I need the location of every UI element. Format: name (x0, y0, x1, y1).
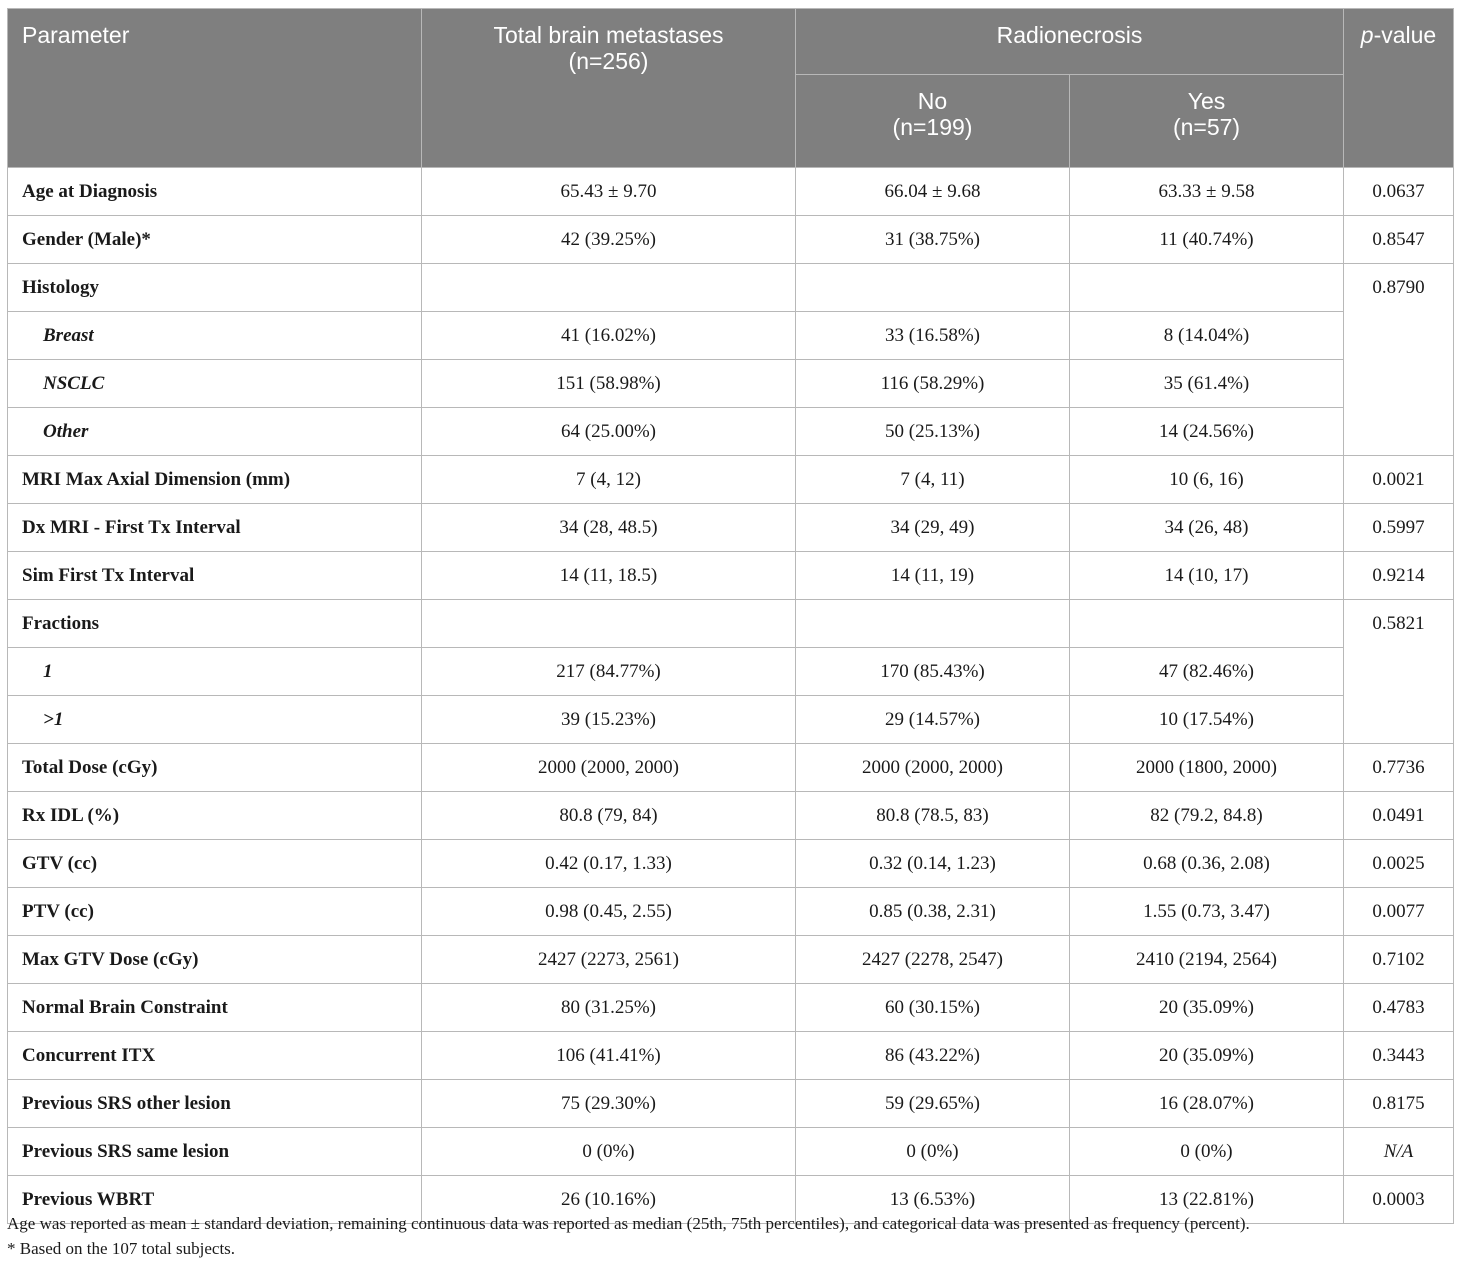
cell-yes (1070, 600, 1344, 648)
cell-yes: 0.68 (0.36, 2.08) (1070, 840, 1344, 888)
cell-yes: 20 (35.09%) (1070, 1032, 1344, 1080)
table-row (8, 600, 1454, 648)
cell-no: 66.04 ± 9.68 (796, 168, 1070, 216)
cell-total: 217 (84.77%) (422, 648, 796, 696)
row-label: Rx IDL (%) (8, 792, 422, 840)
cell-total (422, 600, 796, 648)
table-row (8, 1032, 1454, 1080)
table-row (8, 648, 1454, 696)
cell-no: 0 (0%) (796, 1128, 1070, 1176)
table-row (8, 744, 1454, 792)
cell-total: 42 (39.25%) (422, 216, 796, 264)
row-label: Breast (8, 312, 422, 360)
cell-yes: 1.55 (0.73, 3.47) (1070, 888, 1344, 936)
table-footnotes (7, 1211, 1453, 1261)
cell-p-value: 0.5997 (1344, 504, 1454, 552)
cell-yes: 2410 (2194, 2564) (1070, 936, 1344, 984)
cell-yes: 13 (22.81%) (1070, 1176, 1344, 1224)
cell-yes: 10 (6, 16) (1070, 456, 1344, 504)
cell-total: 65.43 ± 9.70 (422, 168, 796, 216)
cell-yes: 47 (82.46%) (1070, 648, 1344, 696)
cell-no: 60 (30.15%) (796, 984, 1070, 1032)
cell-yes: 35 (61.4%) (1070, 360, 1344, 408)
cell-p-value: 0.0003 (1344, 1176, 1454, 1224)
cell-p-value: 0.4783 (1344, 984, 1454, 1032)
table-row (8, 264, 1454, 312)
cell-p-value: 0.7102 (1344, 936, 1454, 984)
cell-p-value: 0.0637 (1344, 168, 1454, 216)
cell-no: 7 (4, 11) (796, 456, 1070, 504)
header-no-count: (n=199) (892, 114, 973, 140)
cell-total (422, 264, 796, 312)
cell-total: 14 (11, 18.5) (422, 552, 796, 600)
row-label: Other (8, 408, 422, 456)
cell-no: 14 (11, 19) (796, 552, 1070, 600)
cell-no: 50 (25.13%) (796, 408, 1070, 456)
cell-no: 2000 (2000, 2000) (796, 744, 1070, 792)
cell-total: 80 (31.25%) (422, 984, 796, 1032)
footnote-asterisk: * Based on the 107 total subjects. (7, 1239, 236, 1258)
row-label: Age at Diagnosis (8, 168, 422, 216)
table-row (8, 840, 1454, 888)
cell-no (796, 600, 1070, 648)
cell-yes: 2000 (1800, 2000) (1070, 744, 1344, 792)
row-label: MRI Max Axial Dimension (mm) (8, 456, 422, 504)
header-no (796, 75, 1070, 168)
header-radionecrosis: Radionecrosis (796, 9, 1344, 75)
cell-total: 39 (15.23%) (422, 696, 796, 744)
cell-yes: 16 (28.07%) (1070, 1080, 1344, 1128)
row-label: Concurrent ITX (8, 1032, 422, 1080)
cell-p-value: 0.0077 (1344, 888, 1454, 936)
row-label: Max GTV Dose (cGy) (8, 936, 422, 984)
row-label: Fractions (8, 600, 422, 648)
cell-total: 26 (10.16%) (422, 1176, 796, 1224)
table-row (8, 216, 1454, 264)
cell-yes: 34 (26, 48) (1070, 504, 1344, 552)
cell-total: 106 (41.41%) (422, 1032, 796, 1080)
header-p-italic: p (1360, 22, 1374, 48)
header-total (422, 9, 796, 168)
cell-no: 0.32 (0.14, 1.23) (796, 840, 1070, 888)
table-row (8, 504, 1454, 552)
cell-no: 2427 (2278, 2547) (796, 936, 1070, 984)
cell-no: 0.85 (0.38, 2.31) (796, 888, 1070, 936)
cell-no: 29 (14.57%) (796, 696, 1070, 744)
row-label: PTV (cc) (8, 888, 422, 936)
cell-p-value: 0.0491 (1344, 792, 1454, 840)
row-label: Gender (Male)* (8, 216, 422, 264)
cell-p-value: 0.9214 (1344, 552, 1454, 600)
table-row (8, 696, 1454, 744)
header-p-rest: -value (1373, 22, 1437, 48)
row-label: 1 (8, 648, 422, 696)
cell-p-value: 0.8790 (1344, 264, 1454, 456)
table-body (8, 168, 1454, 1224)
cell-p-value: N/A (1344, 1128, 1454, 1176)
cell-no (796, 264, 1070, 312)
table-row (8, 888, 1454, 936)
cell-p-value: 0.7736 (1344, 744, 1454, 792)
table-row (8, 360, 1454, 408)
header-p-value (1344, 9, 1454, 168)
header-parameter: Parameter (8, 9, 422, 168)
row-label: NSCLC (8, 360, 422, 408)
table-row (8, 1128, 1454, 1176)
cell-no: 170 (85.43%) (796, 648, 1070, 696)
cell-total: 7 (4, 12) (422, 456, 796, 504)
cell-yes: 10 (17.54%) (1070, 696, 1344, 744)
cell-no: 34 (29, 49) (796, 504, 1070, 552)
cell-p-value: 0.8175 (1344, 1080, 1454, 1128)
table-row (8, 408, 1454, 456)
table-row (8, 312, 1454, 360)
cell-no: 116 (58.29%) (796, 360, 1070, 408)
cell-yes: 63.33 ± 9.58 (1070, 168, 1344, 216)
cell-no: 59 (29.65%) (796, 1080, 1070, 1128)
header-yes-count: (n=57) (1172, 114, 1241, 140)
row-label: >1 (8, 696, 422, 744)
row-label: Previous SRS other lesion (8, 1080, 422, 1128)
cell-total: 0.98 (0.45, 2.55) (422, 888, 796, 936)
cell-p-value: 0.3443 (1344, 1032, 1454, 1080)
row-label: Histology (8, 264, 422, 312)
cell-total: 151 (58.98%) (422, 360, 796, 408)
row-label: Previous WBRT (8, 1176, 422, 1224)
table-header (8, 9, 1454, 168)
cell-total: 41 (16.02%) (422, 312, 796, 360)
cell-total: 2427 (2273, 2561) (422, 936, 796, 984)
table-row (8, 1080, 1454, 1128)
row-label: GTV (cc) (8, 840, 422, 888)
cell-yes (1070, 264, 1344, 312)
header-yes (1070, 75, 1344, 168)
cell-yes: 20 (35.09%) (1070, 984, 1344, 1032)
header-total-title: Total brain metastases (493, 22, 724, 48)
cell-total: 64 (25.00%) (422, 408, 796, 456)
cell-p-value: 0.5821 (1344, 600, 1454, 744)
header-total-count: (n=256) (568, 48, 649, 74)
header-yes-title: Yes (1187, 88, 1226, 114)
row-label: Total Dose (cGy) (8, 744, 422, 792)
cell-total: 34 (28, 48.5) (422, 504, 796, 552)
cell-total: 75 (29.30%) (422, 1080, 796, 1128)
cell-no: 33 (16.58%) (796, 312, 1070, 360)
row-label: Normal Brain Constraint (8, 984, 422, 1032)
cell-no: 86 (43.22%) (796, 1032, 1070, 1080)
cell-total: 0.42 (0.17, 1.33) (422, 840, 796, 888)
footnote-methods: Age was reported as mean ± standard deviation, remaining continuous data was reported as median (25th, 75th percentiles), and categorical data was presented as frequency (percent). (7, 1214, 1250, 1233)
cell-p-value: 0.0025 (1344, 840, 1454, 888)
row-label: Sim First Tx Interval (8, 552, 422, 600)
table-row (8, 984, 1454, 1032)
cell-total: 80.8 (79, 84) (422, 792, 796, 840)
cell-yes: 14 (10, 17) (1070, 552, 1344, 600)
cell-yes: 11 (40.74%) (1070, 216, 1344, 264)
cell-p-value: 0.8547 (1344, 216, 1454, 264)
cell-no: 80.8 (78.5, 83) (796, 792, 1070, 840)
cell-no: 13 (6.53%) (796, 1176, 1070, 1224)
table-row (8, 552, 1454, 600)
cell-yes: 8 (14.04%) (1070, 312, 1344, 360)
row-label: Previous SRS same lesion (8, 1128, 422, 1176)
table-row (8, 936, 1454, 984)
row-label: Dx MRI - First Tx Interval (8, 504, 422, 552)
cell-yes: 82 (79.2, 84.8) (1070, 792, 1344, 840)
table-row (8, 456, 1454, 504)
table-row (8, 792, 1454, 840)
cell-p-value: 0.0021 (1344, 456, 1454, 504)
cell-no: 31 (38.75%) (796, 216, 1070, 264)
header-no-title: No (917, 88, 948, 114)
table-row (8, 168, 1454, 216)
cell-total: 0 (0%) (422, 1128, 796, 1176)
cell-yes: 14 (24.56%) (1070, 408, 1344, 456)
cell-total: 2000 (2000, 2000) (422, 744, 796, 792)
cell-yes: 0 (0%) (1070, 1128, 1344, 1176)
results-table (7, 8, 1454, 1224)
